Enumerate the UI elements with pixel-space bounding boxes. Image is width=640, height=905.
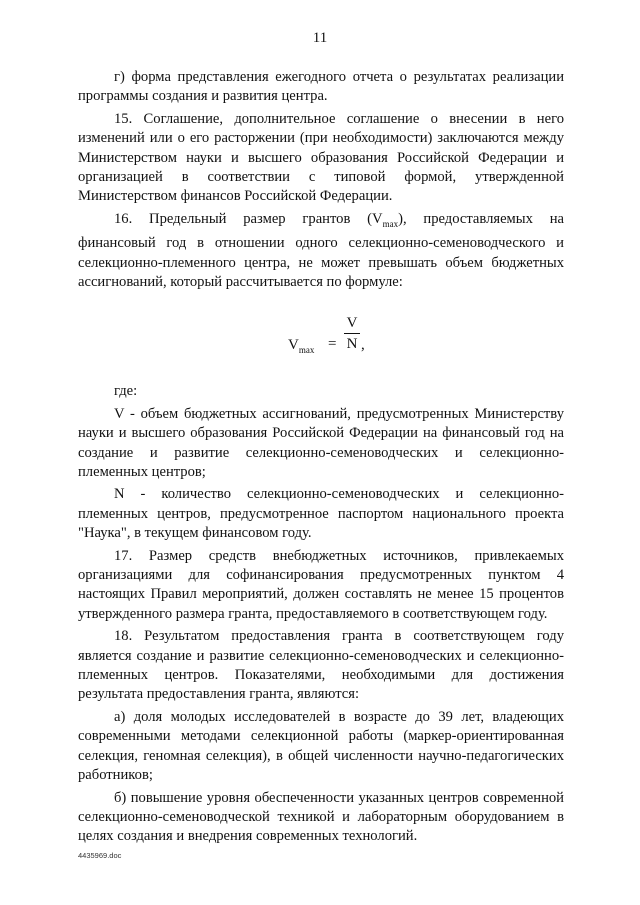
indicator-a: а) доля молодых исследователей в возрасте до 39 лет, владеющих современными методами селекционной работы (маркер-ориентированная селекция, геномная селекция), в общей численности научно-педагогических работников; bbox=[78, 708, 564, 784]
formula-lhs-symbol: V bbox=[288, 337, 299, 354]
formula-denominator: N bbox=[346, 336, 358, 353]
fraction-bar bbox=[344, 333, 360, 334]
formula-comma: , bbox=[361, 337, 365, 354]
paragraph-17: 17. Размер средств внебюджетных источников, привлекаемых организациями для софинансирования предусмотренных пунктом 4 настоящих Правил мероприятий, должен составлять не менее 15 процентов утвержденного размера гранта, предоставляемого в соответствующем году. bbox=[78, 547, 564, 622]
indicator-b: б) повышение уровня обеспеченности указанных центров современной селекционно-семеноводческой техникой и лабораторным оборудованием в целях создания и внедрения современных технологий. bbox=[78, 789, 564, 845]
formula-lhs-subscript: max bbox=[298, 345, 315, 356]
formula-fraction bbox=[344, 314, 360, 353]
formula-equals: = bbox=[328, 336, 337, 353]
document-body bbox=[78, 68, 564, 850]
paragraph-16-start: 16. Предельный размер грантов (V bbox=[114, 210, 383, 227]
paragraph-18: 18. Результатом предоставления гранта в соответствующем году является создание и развитие селекционно-семеноводческих и селекционно-племенных центров. Показателями, необходимыми для достижения результата предоставления гранта, являются: bbox=[78, 628, 564, 703]
paragraph-item-g: г) форма представления ежегодного отчета о результатах реализации программы создания и развития центра. bbox=[78, 69, 564, 105]
page-number: 11 bbox=[312, 30, 328, 46]
formula-lhs bbox=[288, 336, 314, 360]
paragraph-16-end: ), предоставляемых на финансовый год в отношении одного селекционно-семеноводческого и селекционно-племенного центра, не может превышать объем бюджетных ассигнований, который рассчитывается по формуле: bbox=[78, 210, 564, 290]
where-label: где: bbox=[114, 383, 138, 400]
definition-n: N - количество селекционно-семеноводческих и селекционно-племенных центров, предусмотренное паспортом национального проекта "Наука", в текущем финансовом году. bbox=[78, 486, 564, 542]
document-code: 4435969.doc bbox=[78, 851, 122, 860]
paragraph-16 bbox=[78, 210, 564, 293]
formula bbox=[78, 314, 564, 374]
definition-v: V - объем бюджетных ассигнований, предусмотренных Министерству науки и высшего образования Российской Федерации на финансовый год на создание и развитие селекционно-семеноводческих и селекционно-племенных центров; bbox=[78, 405, 564, 480]
paragraph-15: 15. Соглашение, дополнительное соглашение о внесении в него изменений или о его расторжении (при необходимости) заключаются между Министерством науки и высшего образования Российской Федерации и организацией в соответствии с типовой формой, утвержденной Министерством финансов Российской Федерации. bbox=[78, 110, 564, 205]
formula-numerator: V bbox=[346, 315, 358, 332]
paragraph-16-subscript: max bbox=[382, 218, 399, 229]
